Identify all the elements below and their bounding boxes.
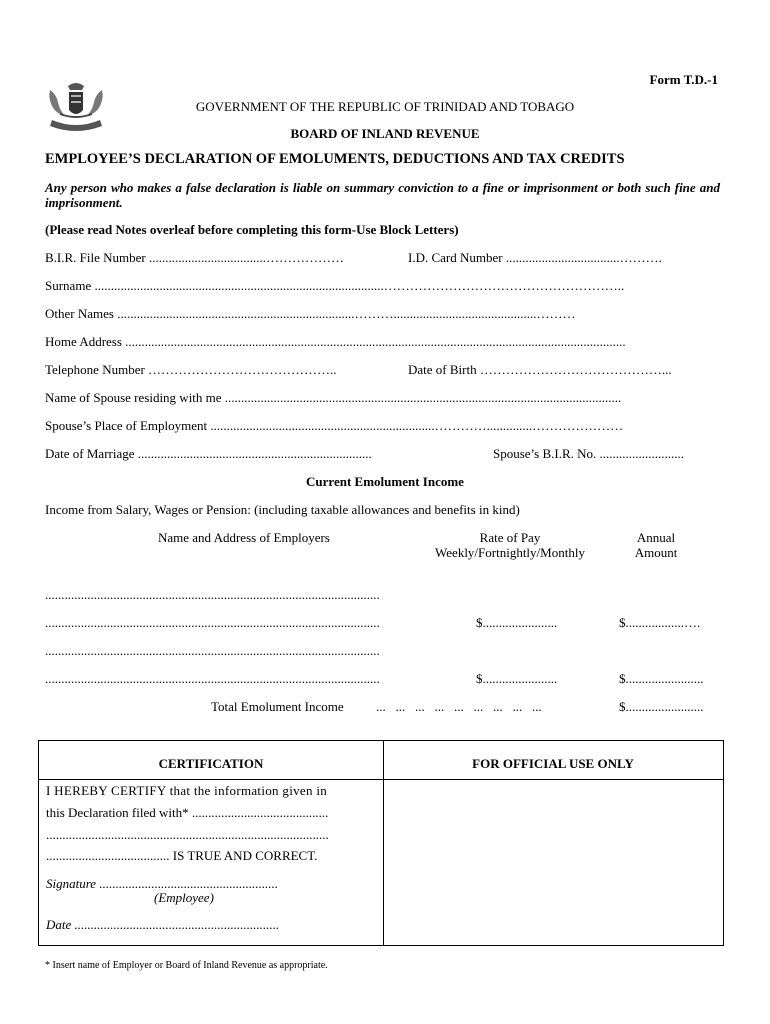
annual-column-header-2: Amount (634, 545, 678, 560)
date-field[interactable]: Date ............................................................... (46, 917, 280, 932)
certification-box (38, 740, 724, 946)
date-of-birth-field[interactable]: Date of Birth ……………………………………... (408, 362, 672, 377)
form-title: EMPLOYEE’S DECLARATION OF EMOLUMENTS, DEDUCTIONS AND TAX CREDITS (45, 151, 625, 167)
employer-line[interactable]: ....................................................................................................... (45, 587, 380, 602)
declaration-filed-with-continuation[interactable]: ....................................................................................... (46, 827, 329, 842)
employee-caption: (Employee) (154, 890, 214, 905)
certification-statement-line1: I HEREBY CERTIFY that the information given in (46, 783, 328, 798)
annual-column-header-1: Annual (636, 530, 676, 545)
annual-amount-field[interactable]: $........................ (619, 671, 704, 686)
total-emolument-leader: ... ... ... ... ... ... ... ... ... (376, 699, 542, 714)
id-card-number-field[interactable]: I.D. Card Number ...................................………. (408, 250, 662, 265)
false-declaration-warning: Any person who makes a false declaration is liable on summary conviction to a fine or imprisonment or both such fine and imprisonment. (45, 180, 720, 210)
rate-column-header-1: Rate of Pay (479, 530, 541, 545)
certification-header-rule (39, 779, 383, 780)
total-emolument-label: Total Emolument Income (211, 699, 344, 714)
home-address-field[interactable]: Home Address .......................................................................................................................................................... (45, 334, 626, 349)
other-names-field[interactable]: Other Names .........................................................................………............................................……… (45, 306, 576, 321)
emolument-intro: Income from Salary, Wages or Pension: (including taxable allowances and benefits in kind) (45, 502, 520, 517)
board-heading: BOARD OF INLAND REVENUE (290, 126, 480, 141)
official-use-heading: FOR OFFICIAL USE ONLY (472, 756, 634, 771)
rate-of-pay-field[interactable]: $....................... (476, 671, 558, 686)
surname-field[interactable]: Surname .........................................................................................……………………………………………….. (45, 278, 625, 293)
employer-line[interactable]: ....................................................................................................... (45, 643, 380, 658)
true-and-correct-line: ...................................... IS TRUE AND CORRECT. (46, 848, 318, 863)
employer-line[interactable]: ....................................................................................................... (45, 615, 380, 630)
signature-field[interactable]: Signature ....................................................... (46, 876, 279, 891)
bir-file-number-field[interactable]: B.I.R. File Number ....................................……………… (45, 250, 344, 265)
spouse-name-field[interactable]: Name of Spouse residing with me .......................................................................................................................... (45, 390, 622, 405)
rate-column-header-2: Weekly/Fortnightly/Monthly (435, 545, 585, 560)
official-header-rule (383, 779, 723, 780)
instructions-note: (Please read Notes overleaf before completing this form-Use Block Letters) (45, 222, 459, 237)
footnote: * Insert name of Employer or Board of Inland Revenue as appropriate. (45, 960, 328, 971)
certification-heading: CERTIFICATION (158, 756, 264, 771)
spouse-bir-number-field[interactable]: Spouse’s B.I.R. No. .......................... (493, 446, 685, 461)
spouse-employment-field[interactable]: Spouse’s Place of Employment .....................................................................…………..............………………… (45, 418, 624, 433)
emolument-heading: Current Emolument Income (306, 474, 464, 489)
total-emolument-amount-field[interactable]: $........................ (619, 699, 704, 714)
rate-of-pay-field[interactable]: $....................... (476, 615, 558, 630)
employer-line[interactable]: ....................................................................................................... (45, 671, 380, 686)
annual-amount-field[interactable]: $..................…. (619, 615, 701, 630)
date-of-marriage-field[interactable]: Date of Marriage ........................................................................ (45, 446, 372, 461)
telephone-number-field[interactable]: Telephone Number …………………………………….. (45, 362, 337, 377)
government-heading: GOVERNMENT OF THE REPUBLIC OF TRINIDAD AND TOBAGO (195, 99, 575, 114)
employers-column-header: Name and Address of Employers (158, 530, 330, 545)
declaration-filed-with-field[interactable]: this Declaration filed with* .......................................... (46, 805, 329, 820)
form-number: Form T.D.-1 (649, 72, 718, 87)
